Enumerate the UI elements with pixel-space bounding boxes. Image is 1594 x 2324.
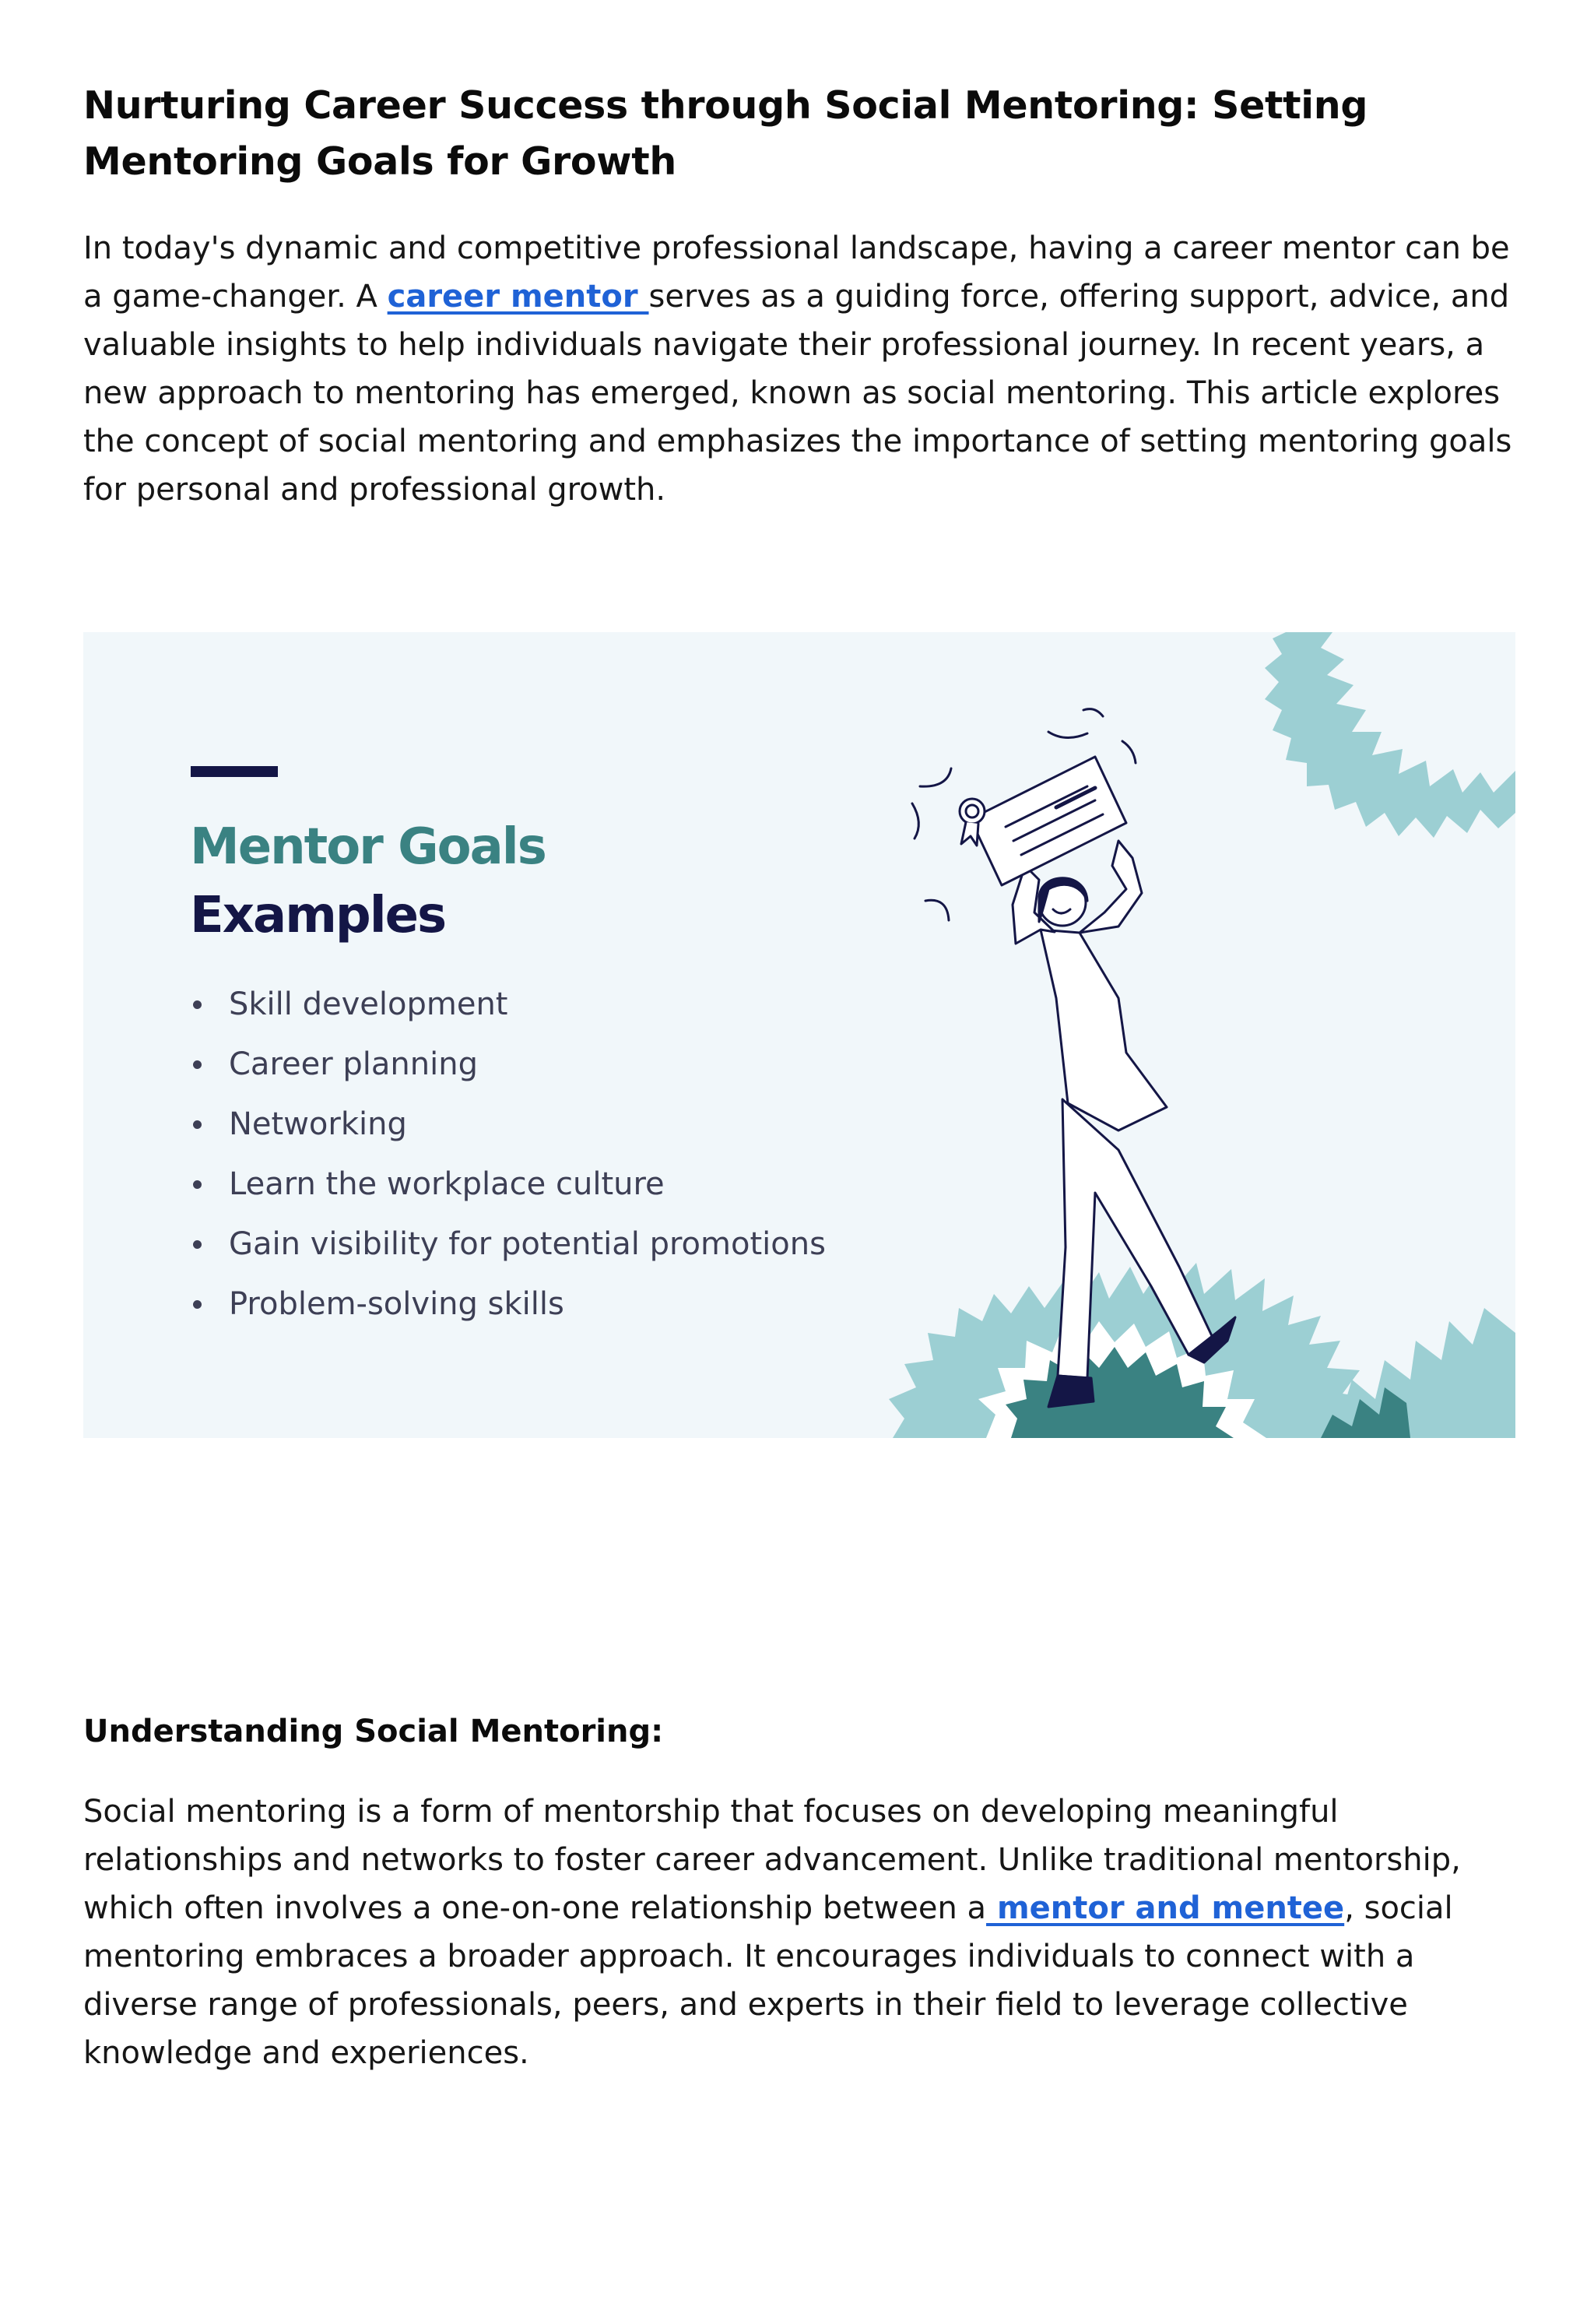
goal-item: Learn the workplace culture [190,1155,826,1215]
person-holding-certificate-icon [912,709,1235,1407]
article-title: Nurturing Career Success through Social Mentoring: Setting Mentoring Goals for Growth [83,83,1368,184]
mentor-goals-banner [83,632,1515,1438]
goal-item: Gain visibility for potential promotions [190,1215,826,1275]
bullet-icon [193,1180,202,1189]
zigzag-decoration-top-icon [1265,632,1515,838]
article-header [83,78,1515,508]
goal-item: Networking [190,1095,826,1155]
career-mentor-link[interactable]: career mentor [387,279,649,315]
social-text-end: , social mentoring embraces a broader approach. It encourages individuals to connect with a diverse range of professionals, peers, and experts in their field to leverage collective knowledge and experiences. [83,1890,1453,2071]
social-mentoring-paragraph [83,1788,1515,2077]
bullet-icon [193,1240,202,1249]
goal-item: Career planning [190,1035,826,1095]
intro-text-start: In today's dynamic and competitive professional landscape, having a career mentor can be a game-changer. A [83,230,1510,315]
goal-item: Skill development [190,975,826,1035]
banner-accent-bar [191,766,278,777]
intro-text-end: serves as a guiding force, offering support, advice, and valuable insights to help individuals navigate their professional journey. In recent years, a new approach to mentoring has emerged, known as social mentoring. This article explores the concept of social mentoring and emphasizes the importance of setting mentoring goals for personal and professional growth. [83,279,1512,508]
goal-item: Problem-solving skills [190,1275,826,1334]
social-text-start: Social mentoring is a form of mentorship that focuses on developing meaningful relationships and networks to foster career advancement. Unlike traditional mentorship, which often involves a one-on-one relationship between a [83,1794,1461,1926]
mentor-and-mentee-link[interactable]: mentor and mentee [986,1890,1345,1926]
banner-title-line2: Examples [190,887,446,944]
intro-paragraph [83,224,1515,514]
section-heading: Understanding Social Mentoring: [83,1714,664,1749]
bullet-icon [193,1000,202,1009]
bullet-icon [193,1120,202,1129]
bullet-icon [193,1060,202,1069]
goal-list [190,975,826,1334]
banner-title-line1: Mentor Goals [190,818,546,876]
bullet-icon [193,1300,202,1309]
